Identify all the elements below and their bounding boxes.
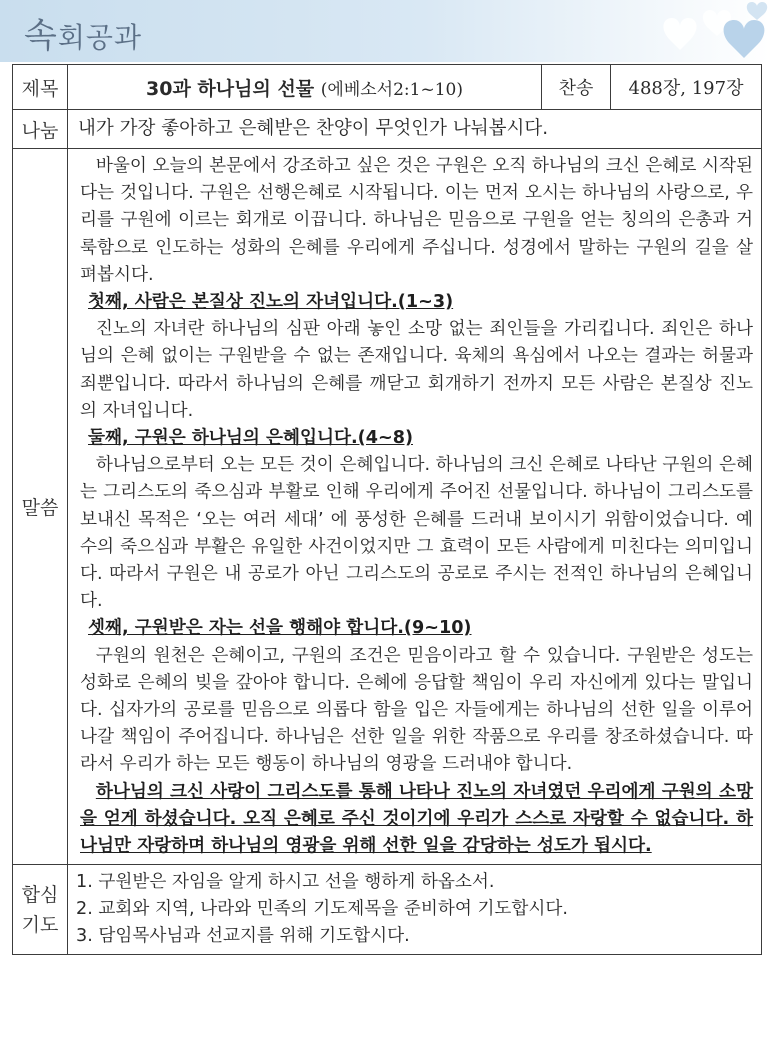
prayer-item-1: 1. 구원받은 자임을 알게 하시고 선을 행하게 하옵소서. (76, 872, 495, 893)
prayer-label-line-2: 기도 (21, 913, 59, 936)
point-1-body: 진노의 자녀란 하나님의 심판 아래 놓인 소망 없는 죄인들을 가리킵니다. 죄인은 하나님의 은혜 없이는 구원받을 수 없는 존재입니다. 육체의 욕심에서 나오는 결과는 허물과 죄뿐입니다. 따라서 하나님의 은혜를 깨닫고 회개하기 전까지 모든 사람은 본질상 진노의 자녀입니다. (80, 319, 753, 421)
page-title-first-char: 속 (24, 16, 58, 56)
title-row-content (68, 65, 762, 110)
point-3-heading: 셋째, 구원받은 자는 선을 행해야 합니다.(9~10) (88, 618, 472, 639)
prayer-row (13, 865, 762, 955)
lesson-title (68, 74, 541, 101)
hearts-decoration-icon (600, 0, 770, 62)
sermon-row-label: 말씀 (13, 149, 68, 865)
prayer-item-3: 3. 담임목사님과 선교지를 위해 기도합시다. (76, 926, 410, 947)
share-row-label: 나눔 (13, 110, 68, 149)
page-title (24, 8, 142, 57)
prayer-list (68, 865, 761, 954)
lesson-name: 30과 하나님의 선물 (146, 77, 315, 100)
point-3-body: 구원의 원천은 은혜이고, 구원의 조건은 믿음이라고 할 수 있습니다. 구원받은 성도는 성화로 은혜의 빚을 갚아야 합니다. 은혜에 응답할 책임이 우리 자신에게 있다는 말입니다. 십자가의 공로를 믿음으로 의롭다 함을 입은 자들에게는 하나님의 선한 일을 이루어나갈 책임이 주어집니다. 하나님은 선한 일을 위한 작품으로 우리를 창조하셨습니다. 따라서 우리가 하는 모든 행동이 하나님의 영광을 드러내야 합니다. (80, 645, 753, 775)
point-1-heading: 첫째, 사람은 본질상 진노의 자녀입니다.(1~3) (88, 292, 454, 313)
share-row (13, 110, 762, 149)
sermon-intro: 바울이 오늘의 본문에서 강조하고 싶은 것은 구원은 오직 하나님의 크신 은혜로 시작된다는 것입니다. 구원은 선행은혜로 시작됩니다. 이는 먼저 오시는 하나님의 사랑으로, 우리를 구원에 이르는 회개로 이끕니다. 하나님은 믿음으로 구원을 얻는 칭의의 은총과 거룩함으로 인도하는 성화의 은혜를 우리에게 주십니다. 성경에서 말하는 구원의 길을 살펴봅시다. (80, 156, 753, 285)
prayer-item-2: 2. 교회와 지역, 나라와 민족의 기도제목을 준비하여 기도합시다. (76, 899, 569, 920)
hymn-label: 찬송 (541, 65, 610, 109)
sermon-row (13, 149, 762, 865)
prayer-content (68, 865, 762, 955)
share-row-content (68, 110, 762, 149)
sermon-content (68, 149, 762, 865)
title-row-label: 제목 (13, 65, 68, 110)
point-2-heading: 둘째, 구원은 하나님의 은혜입니다.(4~8) (88, 428, 413, 449)
sermon-conclusion: 하나님의 크신 사랑이 그리스도를 통해 나타나 진노의 자녀였던 우리에게 구원의 소망을 얻게 하셨습니다. 오직 은혜로 주신 것이기에 우리가 스스로 자랑할 수 없습니다. 하나님만 자랑하며 하나님의 영광을 위해 선한 일을 감당하는 성도가 됩시다. (80, 781, 753, 857)
prayer-row-label (13, 865, 68, 955)
share-question: 내가 가장 좋아하고 은혜받은 찬양이 무엇인가 나눠봅시다. (78, 118, 549, 139)
lesson-table (12, 64, 762, 955)
page-title-rest: 회공과 (57, 21, 143, 54)
point-2-body: 하나님으로부터 오는 모든 것이 은혜입니다. 하나님의 크신 은혜로 나타난 구원의 은혜는 그리스도의 죽으심과 부활로 인해 우리에게 주어진 선물입니다. 하나님이 그리스도를 보내신 목적은 ‘오는 여러 세대’ 에 풍성한 은혜를 드러내 보이시기 위함이었습니다. 예수의 죽으심과 부활은 유일한 사건이었지만 그 효력이 모든 사람에게 미친다는 의미입니다. 따라서 구원은 내 공로가 아닌 그리스도의 공로로 주시는 전적인 하나님의 은혜입니다. (80, 455, 753, 612)
title-row (13, 65, 762, 110)
hymn-numbers: 488장, 197장 (610, 65, 761, 109)
prayer-label-line-1: 합심 (21, 883, 59, 906)
scripture-reference: (에베소서2:1~10) (320, 79, 463, 100)
